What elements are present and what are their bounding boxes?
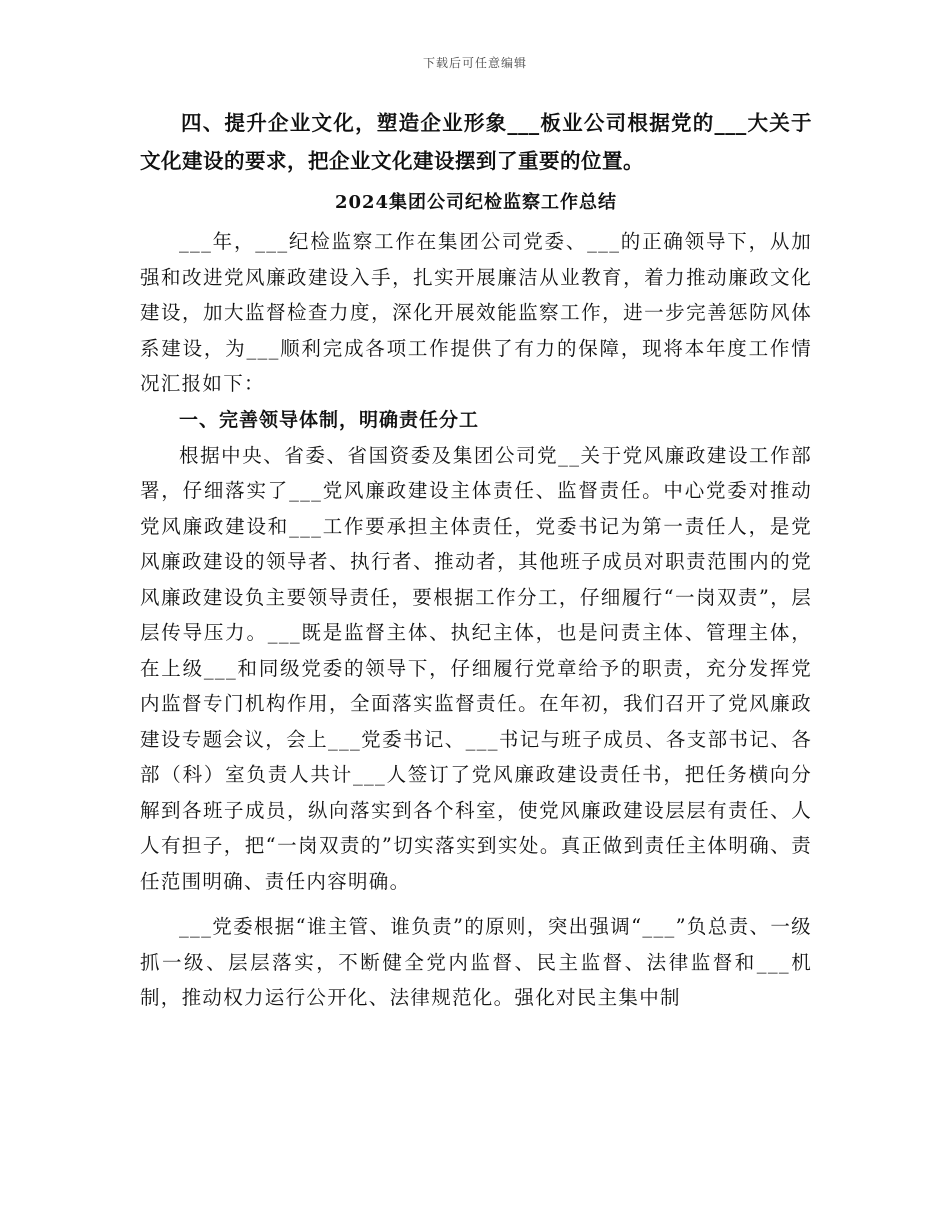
intro-bold-paragraph: 四、提升企业文化，塑造企业形象___板业公司根据党的___大关于文化建设的要求，把企业文化建设摆到了重要的位置。 [140,111,812,173]
opening-paragraph: ___年，___纪检监察工作在集团公司党委、___的正确领导下，从加强和改进党风廉政建设入手，扎实开展廉洁从业教育，着力推动廉政文化建设，加大监督检查力度，深化开展效能监察工作，进一步完善惩防风体系建设，为___顺利完成各项工作提供了有力的保障，现将本年度工作情况汇报如下： [140,230,812,395]
document-title: 2024集团公司纪检监察工作总结 [334,192,618,213]
document-body [140,104,812,1016]
section-1-paragraph-1: 根据中央、省委、省国资委及集团公司党__关于党风廉政建设工作部署，仔细落实了___党风廉政建设主体责任、监督责任。中心党委对推动党风廉政建设和___工作要承担主体责任，党委书记为第一责任人，是党风廉政建设的领导者、执行者、推动者，其他班子成员对职责范围内的党风廉政建设负主要领导责任，要根据工作分工，仔细履行“一岗双责”，层层传导压力。___既是监督主体、执纪主体，也是问责主体、管理主体，在上级___和同级党委的领导下，仔细履行党章给予的职责，充分发挥党内监督专门机构作用，全面落实监督责任。在年初，我们召开了党风廉政建设专题会议，会上___党委书记、___书记与班子成员、各支部书记、各部（科）室负责人共计___人签订了党风廉政建设责任书，把任务横向分解到各班子成员，纵向落实到各个科室，使党风廉政建设层层有责任、人人有担子，把“一岗双责的”切实落实到实处。真正做到责任主体明确、责任范围明确、责任内容明确。 [140,443,812,893]
page-header-note: 下载后可任意编辑 [422,56,527,70]
section-1-paragraph-2: ___党委根据“谁主管、谁负责”的原则，突出强调“___”负总责、一级抓一级、层层落实，不断健全党内监督、民主监督、法律监督和___机制，推动权力运行公开化、法律规范化。强化对民主集中制 [140,915,812,1009]
section-heading-1: 一、完善领导体制，明确责任分工 [179,408,480,431]
